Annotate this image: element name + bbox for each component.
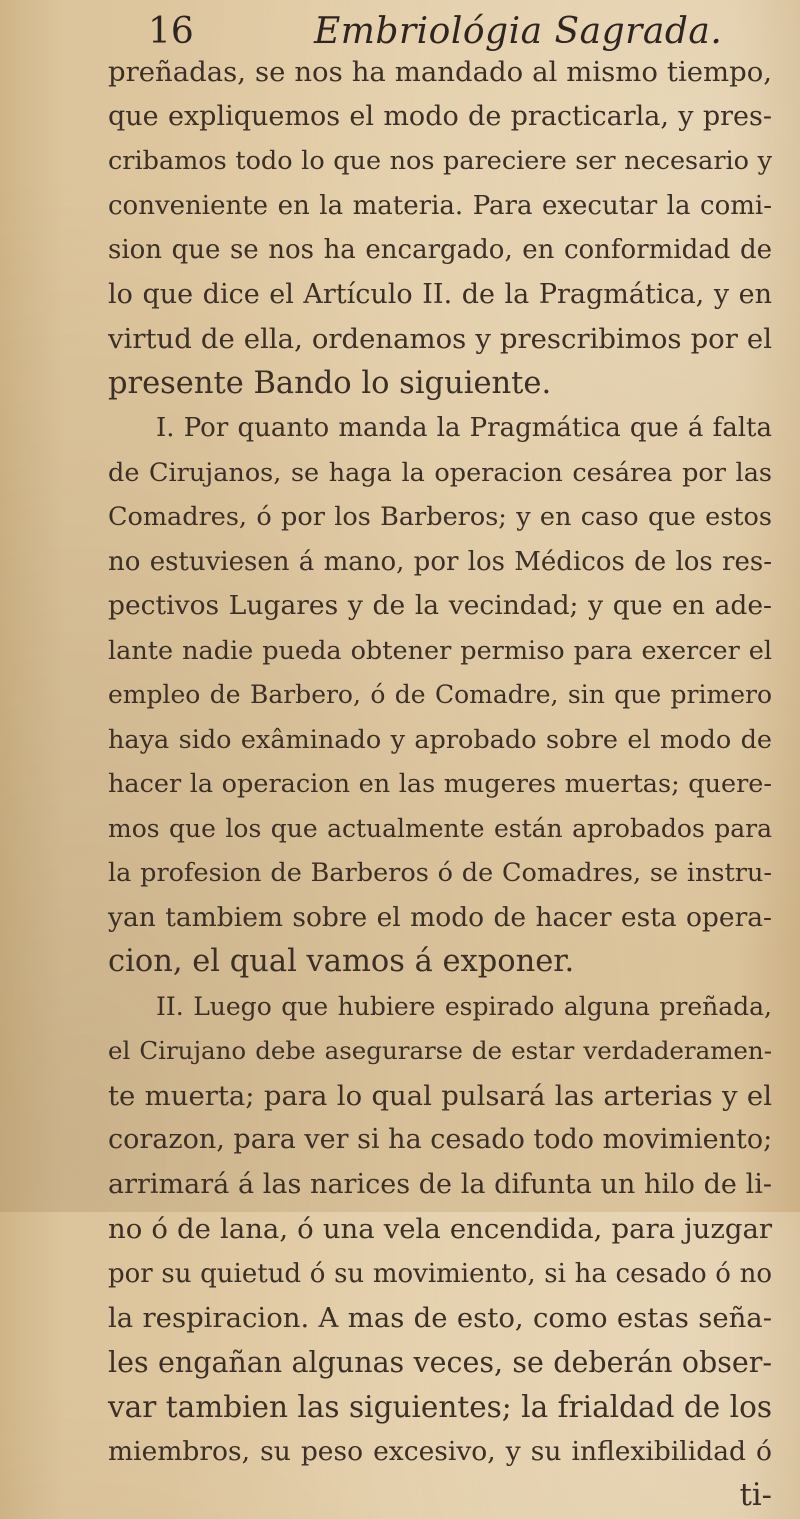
text-line: preñadas, se nos ha mandado al mismo tiempo, bbox=[108, 56, 772, 88]
text-line: el Cirujano debe asegurarse de estar verdaderamen- bbox=[108, 1036, 772, 1065]
text-line: var tambien las siguientes; la frialdad de los bbox=[108, 1390, 772, 1424]
page-number: 16 bbox=[148, 11, 194, 52]
catchword: ti- bbox=[739, 1478, 772, 1513]
text-line: mos que los que actualmente están aprobados para bbox=[108, 813, 772, 843]
text-line: haya sido exâminado y aprobado sobre el modo de bbox=[108, 724, 772, 755]
text-line: que expliquemos el modo de practicarla, y pres- bbox=[108, 100, 772, 132]
running-head: Embriológia Sagrada. bbox=[314, 11, 723, 52]
page-header bbox=[0, 6, 800, 56]
text-line: por su quietud ó su movimiento, si ha cesado ó no bbox=[108, 1258, 772, 1289]
text-line: cion, el qual vamos á exponer. bbox=[108, 944, 575, 979]
text-line: cribamos todo lo que nos pareciere ser necesario y bbox=[108, 146, 772, 176]
text-line: hacer la operacion en las mugeres muertas; quere- bbox=[108, 769, 772, 799]
text-line: les engañan algunas veces, se deberán obser- bbox=[108, 1345, 772, 1379]
text-line: arrimará á las narices de la difunta un hilo de li- bbox=[108, 1168, 772, 1200]
text-line: virtud de ella, ordenamos y prescribimos por el bbox=[108, 323, 772, 355]
paragraph-start-line: I. Por quanto manda la Pragmática que á falta bbox=[156, 413, 772, 443]
text-line: pectivos Lugares y de la vecindad; y que en ade- bbox=[108, 590, 772, 621]
text-line: lante nadie pueda obtener permiso para exercer el bbox=[108, 635, 772, 666]
text-line: no estuviesen á mano, por los Médicos de los res- bbox=[108, 546, 772, 577]
text-line: la profesion de Barberos ó de Comadres, se instru- bbox=[108, 858, 772, 888]
text-line: la respiracion. A mas de esto, como estas seña- bbox=[108, 1302, 772, 1334]
body-text bbox=[108, 50, 772, 1519]
text-line: lo que dice el Artículo II. de la Pragmática, y en bbox=[108, 278, 772, 310]
text-line: presente Bando lo siguiente. bbox=[108, 365, 552, 401]
text-line: no ó de lana, ó una vela encendida, para juzgar bbox=[108, 1213, 772, 1245]
text-line: te muerta; para lo qual pulsará las arterias y el bbox=[108, 1079, 772, 1112]
text-line: corazon, para ver si ha cesado todo movimiento; bbox=[108, 1124, 773, 1155]
text-line: sion que se nos ha encargado, en conformidad de bbox=[108, 235, 772, 265]
text-line: Comadres, ó por los Barberos; y en caso que estos bbox=[108, 502, 772, 532]
text-line: yan tambiem sobre el modo de hacer esta opera- bbox=[108, 901, 772, 933]
text-line: de Cirujanos, se haga la operacion cesárea por las bbox=[108, 457, 772, 488]
text-line: miembros, su peso excesivo, y su inflexibilidad ó bbox=[108, 1435, 772, 1467]
text-line: empleo de Barbero, ó de Comadre, sin que primero bbox=[108, 680, 772, 709]
paragraph-start-line: II. Luego que hubiere espirado alguna preñada, bbox=[156, 991, 772, 1021]
text-line: conveniente en la materia. Para executar la comi- bbox=[108, 190, 772, 221]
